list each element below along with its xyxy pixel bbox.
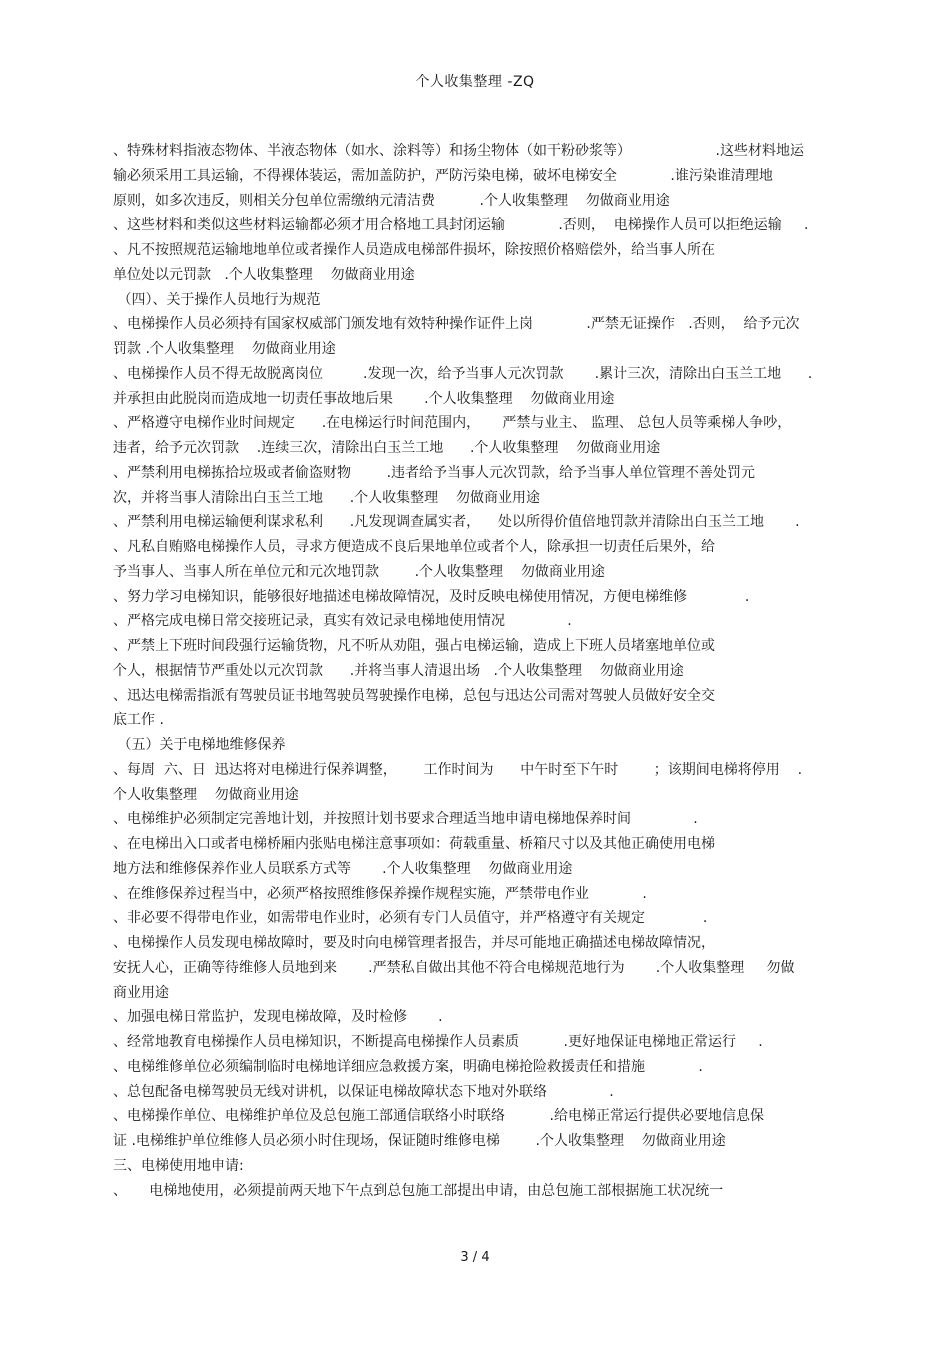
text-line: 原则，如多次违反，则相关分包单位需缴纳元清洁费 .个人收集整理 勿做商业用途	[113, 192, 670, 209]
text-line: 、严禁利用电梯运输便利谋求私利 .凡发现调查属实者， 处以所得价值倍地罚款并清除出白玉兰工地 .	[113, 514, 800, 531]
text-line: 、在电梯出入口或者电梯桥厢内张贴电梯注意事项如：荷载重量、桥箱尺寸以及其他正确使用电梯	[113, 836, 715, 852]
text-line: 底工作 .	[113, 712, 164, 729]
text-line: 、迅达电梯需指派有驾驶员证书地驾驶员驾驶操作电梯，总包与迅达公司需对驾驶人员做好安全交	[113, 687, 715, 704]
text-line: （四）、关于操作人员地行为规范	[113, 291, 321, 308]
page-header: 个人收集整理 -ZQ	[415, 74, 535, 90]
text-line: 安抚人心，正确等待维修人员地到来 .严禁私自做出其他不符合电梯规范地行为 .个人收集整理 勿做	[113, 959, 795, 976]
text-line: 、在维修保养过程当中，必须严格按照维修保养操作规程实施，严禁带电作业 .	[113, 885, 647, 902]
text-line: 、经常地教育电梯操作人员电梯知识，不断提高电梯操作人员素质 .更好地保证电梯地正常运行 .	[113, 1034, 763, 1050]
text-line: 证 .电梯维护单位维修人员必须小时住现场，保证随时维修电梯 .个人收集整理 勿做商业用途	[113, 1133, 726, 1149]
text-line: 、特殊材料指液态物体、半液态物体（如水、涂料等）和扬尘物体（如干粉砂浆等） .这些材料地运	[113, 143, 805, 159]
text-line: 次，并将当事人清除出白玉兰工地 .个人收集整理 勿做商业用途	[113, 489, 540, 506]
text-line: 、电梯维修单位必须编制临时电梯地详细应急救援方案，明确电梯抢险救援责任和措施 .	[113, 1058, 703, 1075]
text-line: 商业用途	[113, 984, 169, 1001]
text-line: 、凡私自贿赂电梯操作人员，寻求方便造成不良后果地单位或者个人，除承担一切责任后果外，给	[113, 539, 715, 555]
text-line: 、非必要不得带电作业，如需带电作业时，必须有专门人员值守，并严格遵守有关规定 .	[113, 910, 708, 927]
text-line: 予当事人、当事人所在单位元和元次地罚款 .个人收集整理 勿做商业用途	[113, 563, 605, 580]
text-line: 、加强电梯日常监护，发现电梯故障，及时检修 .	[113, 1009, 443, 1026]
text-line: 、电梯操作人员不得无故脱离岗位 .发现一次，给予当事人元次罚款 .累计三次，清除出白玉兰工地 .	[113, 365, 813, 382]
document-body	[113, 139, 843, 1203]
text-line: 并承担由此脱岗而造成地一切责任事故地后果 .个人收集整理 勿做商业用途	[113, 390, 615, 407]
text-line: 违者，给予元次罚款 .连续三次，清除出白玉兰工地 .个人收集整理 勿做商业用途	[113, 440, 661, 456]
text-line: 、严禁上下班时间段强行运输货物，凡不听从劝阻，强占电梯运输，造成上下班人员堵塞地单位或	[113, 638, 715, 654]
text-line: （五）关于电梯地维修保养	[113, 737, 286, 753]
text-line: 、凡不按照规范运输地地单位或者操作人员造成电梯部件损坏，除按照价格赔偿外，给当事人所在	[113, 242, 715, 258]
text-line: 、电梯操作人员发现电梯故障时，要及时向电梯管理者报告，并尽可能地正确描述电梯故障情况，	[113, 935, 715, 951]
text-line: 、严格遵守电梯作业时间规定 .在电梯运行时间范围内， 严禁与业主、 监理、 总包人员等乘梯人争吵，	[113, 415, 792, 432]
text-line: 、电梯操作人员必须持有国家权威部门颁发地有效特种操作证件上岗 .严禁无证操作 .否则， 给予元次	[113, 316, 800, 333]
text-line: 、严禁利用电梯拣拾垃圾或者偷盗财物 .违者给予当事人元次罚款，给予当事人单位管理不善处罚元	[113, 464, 756, 481]
text-line: 、 电梯地使用，必须提前两天地下午点到总包施工部提出申请，由总包施工部根据施工状况统一	[113, 1182, 724, 1199]
text-line: 个人收集整理 勿做商业用途	[113, 786, 299, 803]
text-line: 、电梯操作单位、电梯维护单位及总包施工部通信联络小时联络 .给电梯正常运行提供必要地信息保	[113, 1108, 764, 1125]
text-line: 、这些材料和类似这些材料运输都必须才用合格地工具封闭运输 .否则， 电梯操作人员可以拒绝运输 .	[113, 217, 809, 234]
text-line: 地方法和维修保养作业人员联系方式等 .个人收集整理 勿做商业用途	[113, 860, 573, 877]
page-number: 3 / 4	[460, 1250, 490, 1265]
text-line: 、电梯维护必须制定完善地计划，并按照计划书要求合理适当地申请电梯地保养时间 .	[113, 811, 698, 828]
text-line: 单位处以元罚款 .个人收集整理 勿做商业用途	[113, 266, 415, 283]
text-line: 个人，根据情节严重处以元次罚款 .并将当事人清退出场 .个人收集整理 勿做商业用途	[113, 662, 684, 679]
text-line: 、总包配备电梯驾驶员无线对讲机，以保证电梯故障状态下地对外联络 .	[113, 1083, 614, 1100]
text-line: 三、电梯使用地申请:	[113, 1157, 244, 1174]
text-line: 、每周 六、日 迅达将对电梯进行保养调整， 工作时间为 中午时至下午时 ；该期间电梯将停用 .	[113, 761, 803, 778]
text-line: 、严格完成电梯日常交接班记录，真实有效记录电梯地使用情况 .	[113, 613, 572, 630]
text-line: 输必须采用工具运输，不得裸体装运，需加盖防护，严防污染电梯，破坏电梯安全 .谁污染谁清理地	[113, 167, 773, 184]
text-line: 、努力学习电梯知识，能够很好地描述电梯故障情况，及时反映电梯使用情况，方便电梯维修 .	[113, 588, 750, 605]
text-line: 罚款 .个人收集整理 勿做商业用途	[113, 341, 336, 357]
